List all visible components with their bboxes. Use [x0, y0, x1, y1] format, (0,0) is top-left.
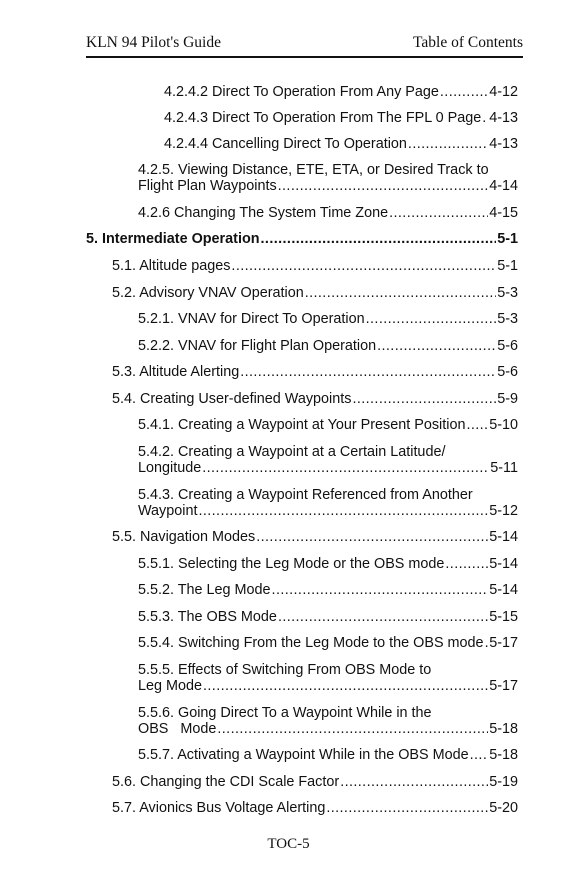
toc-page-number: 5-18 [489, 721, 518, 737]
section-title: Table of Contents [413, 34, 523, 51]
toc-entry-5-2-2[interactable] [138, 338, 518, 354]
toc-page-number: 5-14 [489, 556, 518, 572]
toc-page-number: 5-19 [489, 774, 518, 790]
toc-page-number: 5-14 [489, 529, 518, 545]
dot-leader [240, 364, 496, 380]
toc-entry-label-line1: 5.4.3. Creating a Waypoint Referenced from Another [138, 487, 473, 503]
toc-entry-label: 5.7. Avionics Bus Voltage Alerting [112, 800, 326, 816]
toc-entry-5-1[interactable] [112, 258, 518, 274]
dot-leader [305, 285, 496, 301]
toc-entry-label: 5.4. Creating User-defined Waypoints [112, 391, 352, 407]
toc-entry-label: 4.2.4.3 Direct To Operation From The FPL 0 Page [164, 110, 482, 126]
toc-entry-label: Longitude [138, 460, 202, 476]
toc-page-number: 5-6 [497, 364, 518, 380]
toc-entry-5-5-4[interactable] [138, 635, 518, 651]
toc-entry-5-5[interactable] [112, 529, 518, 545]
toc-page-number: 5-18 [489, 747, 518, 763]
toc-entry-label: Waypoint [138, 503, 198, 519]
toc-entry-label: 5.4.1. Creating a Waypoint at Your Present Position [138, 417, 466, 433]
toc-entry-5-3[interactable] [112, 364, 518, 380]
dot-leader [352, 391, 496, 407]
dot-leader [203, 678, 488, 694]
dot-leader [326, 800, 488, 816]
toc-entry-label: 5.5. Navigation Modes [112, 529, 256, 545]
dot-leader [278, 178, 489, 194]
dot-leader [366, 311, 497, 327]
toc-entry-label: OBS Mode [138, 721, 217, 737]
toc-entry-5-2[interactable] [112, 285, 518, 301]
toc-entry-label-line1: 5.5.5. Effects of Switching From OBS Mode to [138, 662, 432, 678]
toc-entry-5-4[interactable] [112, 391, 518, 407]
toc-page-number: 4-13 [489, 136, 518, 152]
toc-entry-label: 5.5.7. Activating a Waypoint While in the OBS Mode [138, 747, 469, 763]
toc-page-number: 4-13 [489, 110, 518, 126]
toc-page-number: 5-17 [489, 678, 518, 694]
toc-page-number: 5-1 [497, 258, 518, 274]
toc-entry-5-5-6[interactable] [138, 705, 518, 737]
toc-page-number: 4-14 [489, 178, 518, 194]
toc-entry-label: 4.2.6 Changing The System Time Zone [138, 205, 389, 221]
toc-entry-5-5-2[interactable] [138, 582, 518, 598]
toc-entry-5-2-1[interactable] [138, 311, 518, 327]
toc-page-number: 5-1 [497, 231, 518, 247]
dot-leader [377, 338, 496, 354]
toc-page-number: 5-10 [489, 417, 518, 433]
toc-entry-label: 4.2.4.2 Direct To Operation From Any Page [164, 84, 439, 100]
toc-entry-label: 5.2. Advisory VNAV Operation [112, 285, 304, 301]
toc-entry-5-5-3[interactable] [138, 609, 518, 625]
dot-leader [261, 231, 497, 247]
toc-entry-label-line1: 5.5.6. Going Direct To a Waypoint While in the [138, 705, 432, 721]
dot-leader [470, 747, 489, 763]
toc-entry-label: 5.1. Altitude pages [112, 258, 231, 274]
dot-leader [408, 136, 488, 152]
toc-page-number: 5-11 [490, 460, 518, 476]
toc-entry-label: Leg Mode [138, 678, 203, 694]
dot-leader [440, 84, 488, 100]
toc-entry-label: 4.2.4.4 Cancelling Direct To Operation [164, 136, 407, 152]
dot-leader [445, 556, 488, 572]
toc-entry-5-4-3[interactable] [138, 487, 518, 519]
toc-page-number: 4-15 [489, 205, 518, 221]
toc-entry-label-line1: 5.4.2. Creating a Waypoint at a Certain Latitude/ [138, 444, 446, 460]
toc-entry-5-7[interactable] [112, 800, 518, 816]
toc-entry-4-2-5[interactable] [138, 162, 518, 194]
dot-leader [278, 609, 488, 625]
toc-entry-label: 5.5.3. The OBS Mode [138, 609, 277, 625]
toc-entry-5-4-2[interactable] [138, 444, 518, 476]
toc-entry-label: 5.2.1. VNAV for Direct To Operation [138, 311, 365, 327]
toc-entry-5-6[interactable] [112, 774, 518, 790]
toc-page-number: 4-12 [489, 84, 518, 100]
dot-leader [466, 417, 488, 433]
dot-leader [389, 205, 488, 221]
toc-page-number: 5-20 [489, 800, 518, 816]
toc-page-number: 5-9 [497, 391, 518, 407]
dot-leader [256, 529, 488, 545]
toc-entry-label: 5.5.4. Switching From the Leg Mode to the OBS mode [138, 635, 484, 651]
toc-entry-5-4-1[interactable] [138, 417, 518, 433]
dot-leader [482, 110, 488, 126]
toc-entry-label: 5.6. Changing the CDI Scale Factor [112, 774, 340, 790]
toc-page-number: 5-6 [497, 338, 518, 354]
dot-leader [202, 460, 489, 476]
toc-entry-4-2-4-3[interactable] [164, 110, 518, 126]
page-number-footer: TOC-5 [267, 836, 310, 852]
toc-entry-4-2-6[interactable] [138, 205, 518, 221]
toc-entry-label: Flight Plan Waypoints [138, 178, 277, 194]
toc-page-number: 5-12 [489, 503, 518, 519]
toc-entry-4-2-4-2[interactable] [164, 84, 518, 100]
toc-page-number: 5-15 [489, 609, 518, 625]
toc-chapter-5[interactable] [86, 231, 518, 247]
toc-entry-label: 5.3. Altitude Alerting [112, 364, 240, 380]
dot-leader [272, 582, 489, 598]
toc-entry-label: 5. Intermediate Operation [86, 231, 260, 247]
guide-title: KLN 94 Pilot's Guide [86, 34, 221, 51]
toc-entry-4-2-4-4[interactable] [164, 136, 518, 152]
page-header [86, 34, 523, 58]
toc-page-number: 5-3 [497, 285, 518, 301]
dot-leader [198, 503, 488, 519]
toc-page-number: 5-3 [497, 311, 518, 327]
toc-entry-label: 5.5.2. The Leg Mode [138, 582, 271, 598]
dot-leader [485, 635, 489, 651]
dot-leader [217, 721, 488, 737]
toc-entry-label: 5.2.2. VNAV for Flight Plan Operation [138, 338, 377, 354]
dot-leader [340, 774, 488, 790]
toc-entry-label-line1: 4.2.5. Viewing Distance, ETE, ETA, or Desired Track to [138, 162, 489, 178]
toc-entry-5-5-1[interactable] [138, 556, 518, 572]
toc-page-number: 5-14 [489, 582, 518, 598]
dot-leader [231, 258, 496, 274]
toc-page-number: 5-17 [489, 635, 518, 651]
toc-entry-5-5-5[interactable] [138, 662, 518, 694]
toc-entry-label: 5.5.1. Selecting the Leg Mode or the OBS mode [138, 556, 445, 572]
toc-entry-5-5-7[interactable] [138, 747, 518, 763]
